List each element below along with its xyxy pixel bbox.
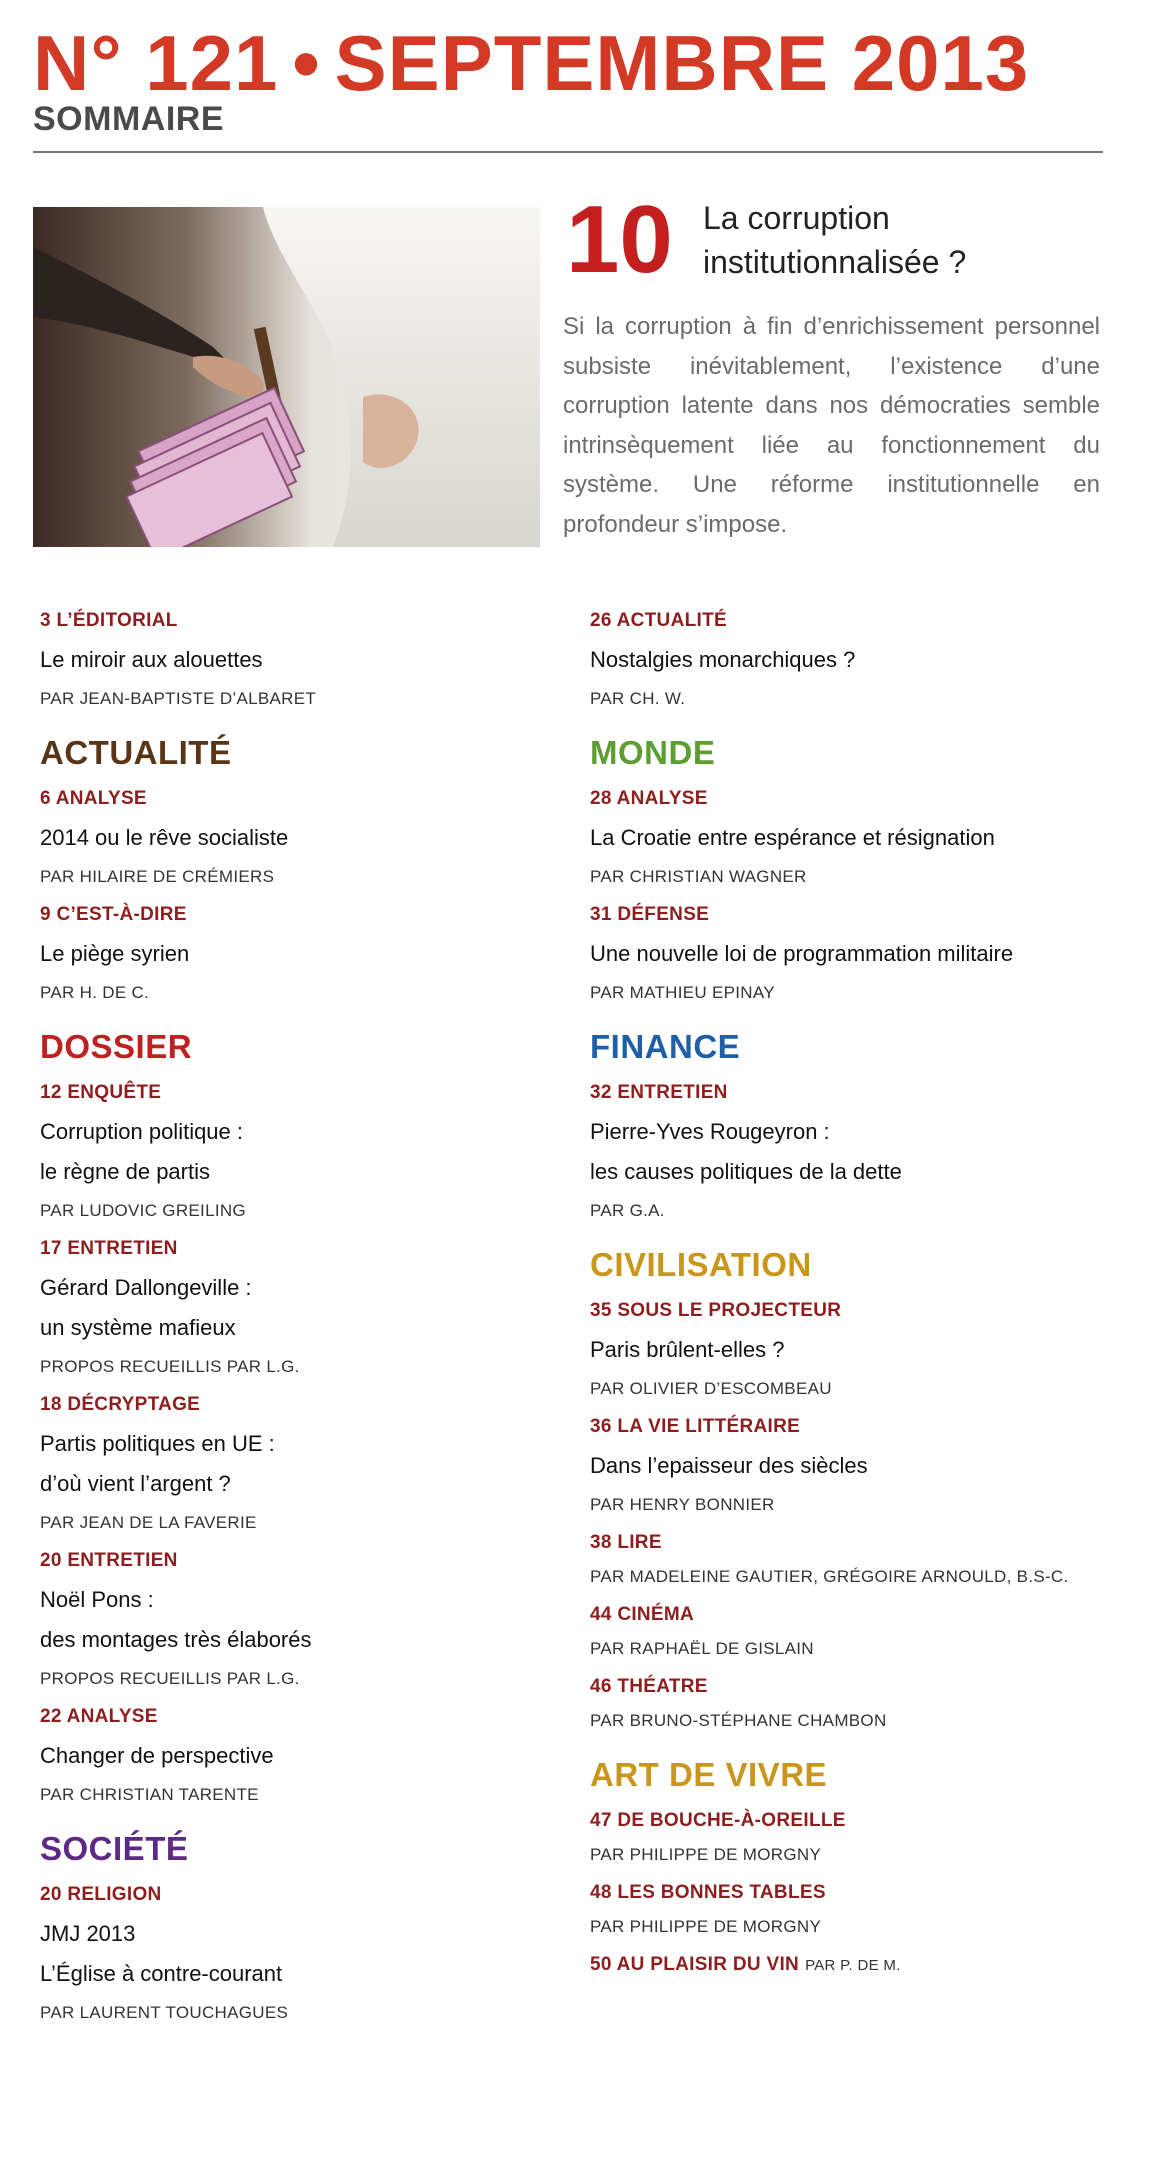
section-heading-dossier: DOSSIER — [40, 1028, 193, 1065]
section-heading-actualite: ACTUALITÉ — [40, 734, 232, 771]
entry-author: PAR CH. W. — [590, 689, 686, 708]
toc-entry[interactable] — [40, 1546, 558, 1696]
entry-page-heading: 47 DE BOUCHE-À-OREILLE — [590, 1810, 846, 1831]
entry-page-heading: 35 SOUS LE PROJECTEUR — [590, 1300, 842, 1321]
toc-entry[interactable] — [590, 1672, 1108, 1738]
entry-page-heading: 18 DÉCRYPTAGE — [40, 1394, 201, 1415]
entry-page-heading: 20 ENTRETIEN — [40, 1550, 178, 1571]
entry-title: Corruption politique : le règne de partis — [40, 1119, 244, 1184]
corruption-photo-illustration — [33, 207, 540, 547]
entry-author: PAR MADELEINE GAUTIER, GRÉGOIRE ARNOULD, B.S-C. — [590, 1567, 1069, 1586]
entry-title: 2014 ou le rêve socialiste — [40, 825, 289, 850]
masthead — [33, 20, 1103, 139]
entry-author: PAR H. DE C. — [40, 983, 150, 1002]
toc-entry[interactable] — [590, 784, 1108, 894]
header-rule — [33, 151, 1103, 153]
entry-title: Gérard Dallongeville : un système mafieux — [40, 1275, 252, 1340]
toc-entry[interactable] — [40, 900, 558, 1010]
toc-entry[interactable] — [590, 1412, 1108, 1522]
issue-number: N° 121 — [33, 19, 279, 107]
entry-page-heading: 46 THÉATRE — [590, 1676, 708, 1697]
entry-author: PAR CHRISTIAN WAGNER — [590, 867, 807, 886]
toc-entry[interactable] — [590, 1296, 1108, 1406]
toc-entry[interactable] — [590, 606, 1108, 716]
entry-page-heading: 9 C’EST-À-DIRE — [40, 904, 187, 925]
section-heading-societe: SOCIÉTÉ — [40, 1830, 189, 1867]
issue-separator: • — [292, 19, 321, 107]
toc-entry[interactable] — [40, 1390, 558, 1540]
cover-photo — [33, 207, 540, 547]
entry-author: PAR MATHIEU EPINAY — [590, 983, 775, 1002]
entry-author: PAR CHRISTIAN TARENTE — [40, 1785, 259, 1804]
issue-line — [33, 20, 1103, 106]
entry-title: Partis politiques en UE : d’où vient l’argent ? — [40, 1431, 275, 1496]
entry-author: PAR G.A. — [590, 1201, 665, 1220]
toc-entry[interactable] — [590, 1528, 1108, 1594]
entry-title: Paris brûlent-elles ? — [590, 1337, 785, 1362]
entry-author: PAR P. DE M. — [805, 1957, 901, 1974]
toc-entry[interactable] — [590, 900, 1108, 1010]
entry-page-heading: 20 RELIGION — [40, 1884, 162, 1905]
entry-page-heading: 48 LES BONNES TABLES — [590, 1882, 826, 1903]
right-column — [588, 600, 1108, 1980]
entry-page-heading: 28 ANALYSE — [590, 788, 708, 809]
entry-author: PAR PHILIPPE DE MORGNY — [590, 1845, 822, 1864]
entry-page-heading: 44 CINÉMA — [590, 1604, 695, 1625]
entry-author: PAR RAPHAËL DE GISLAIN — [590, 1639, 814, 1658]
sommaire-label: SOMMAIRE — [33, 100, 224, 138]
toc-entry[interactable] — [40, 1078, 558, 1228]
toc-entry[interactable] — [40, 1702, 558, 1812]
hero-page-number: 10 — [566, 186, 673, 293]
entry-author: PROPOS RECUEILLIS PAR L.G. — [40, 1357, 300, 1376]
entry-page-heading: 36 LA VIE LITTÉRAIRE — [590, 1416, 801, 1437]
toc-entry[interactable] — [590, 1806, 1108, 1872]
entry-title: La Croatie entre espérance et résignation — [590, 825, 995, 850]
entry-author: PAR HILAIRE DE CRÉMIERS — [40, 867, 275, 886]
toc-entry[interactable] — [40, 1880, 558, 2030]
entry-title: Le miroir aux alouettes — [40, 647, 263, 672]
entry-page-heading: 22 ANALYSE — [40, 1706, 158, 1727]
entry-author: PAR JEAN-BAPTISTE D’ALBARET — [40, 689, 317, 708]
entry-page-heading: 17 ENTRETIEN — [40, 1238, 178, 1259]
entry-page-heading: 12 ENQUÊTE — [40, 1082, 162, 1103]
entry-author: PAR LUDOVIC GREILING — [40, 1201, 246, 1220]
entry-page-heading: 31 DÉFENSE — [590, 904, 710, 925]
entry-page-heading: 38 LIRE — [590, 1532, 662, 1553]
entry-title: Changer de perspective — [40, 1743, 274, 1768]
section-heading-civilisation: CIVILISATION — [590, 1246, 812, 1283]
hero-summary: Si la corruption à fin d’enrichissement personnel subsiste inévitablement, l’existence d’une corruption latente dans nos démocraties semble intrinsèquement liée au fonctionnement du système. Une réforme institutionnelle en profondeur s’impose. — [563, 313, 1100, 538]
left-column — [38, 600, 558, 2030]
entry-page-heading: 26 ACTUALITÉ — [590, 610, 727, 631]
entry-title: Une nouvelle loi de programmation militaire — [590, 941, 1014, 966]
entry-author: PAR OLIVIER D’ESCOMBEAU — [590, 1379, 832, 1398]
entry-title: Le piège syrien — [40, 941, 190, 966]
hero-title[interactable]: La corruption institutionnalisée ? — [703, 200, 967, 280]
entry-title: Nostalgies monarchiques ? — [590, 647, 856, 672]
entry-author: PAR BRUNO-STÉPHANE CHAMBON — [590, 1711, 887, 1730]
section-heading-monde: MONDE — [590, 734, 716, 771]
issue-date: SEPTEMBRE 2013 — [334, 19, 1030, 107]
entry-title: JMJ 2013 L’Église à contre-courant — [40, 1921, 283, 1986]
toc-entry[interactable] — [590, 1600, 1108, 1666]
entry-author: PAR PHILIPPE DE MORGNY — [590, 1917, 822, 1936]
entry-author: PAR JEAN DE LA FAVERIE — [40, 1513, 257, 1532]
toc-entry[interactable] — [40, 784, 558, 894]
toc-entry[interactable] — [590, 1878, 1108, 1944]
entry-page-heading: 32 ENTRETIEN — [590, 1082, 728, 1103]
entry-title: Pierre-Yves Rougeyron : les causes politiques de la dette — [590, 1119, 902, 1184]
entry-title: Noël Pons : des montages très élaborés — [40, 1587, 312, 1652]
toc-entry[interactable] — [590, 1078, 1108, 1228]
toc-entry[interactable] — [590, 1950, 1108, 1980]
entry-author: PAR LAURENT TOUCHAGUES — [40, 2003, 289, 2022]
entry-author: PAR HENRY BONNIER — [590, 1495, 775, 1514]
entry-page-heading: 3 L’ÉDITORIAL — [40, 610, 178, 631]
section-heading-finance: FINANCE — [590, 1028, 741, 1065]
toc-entry[interactable] — [40, 1234, 558, 1384]
entry-title: Dans l’epaisseur des siècles — [590, 1453, 868, 1478]
entry-author: PROPOS RECUEILLIS PAR L.G. — [40, 1669, 300, 1688]
section-heading-art-de-vivre: ART DE VIVRE — [590, 1756, 828, 1793]
toc-entry-editorial[interactable] — [40, 606, 558, 716]
entry-page-heading: 6 ANALYSE — [40, 788, 147, 809]
entry-page-heading: 50 AU PLAISIR DU VIN PAR P. DE M. — [590, 1954, 901, 1975]
